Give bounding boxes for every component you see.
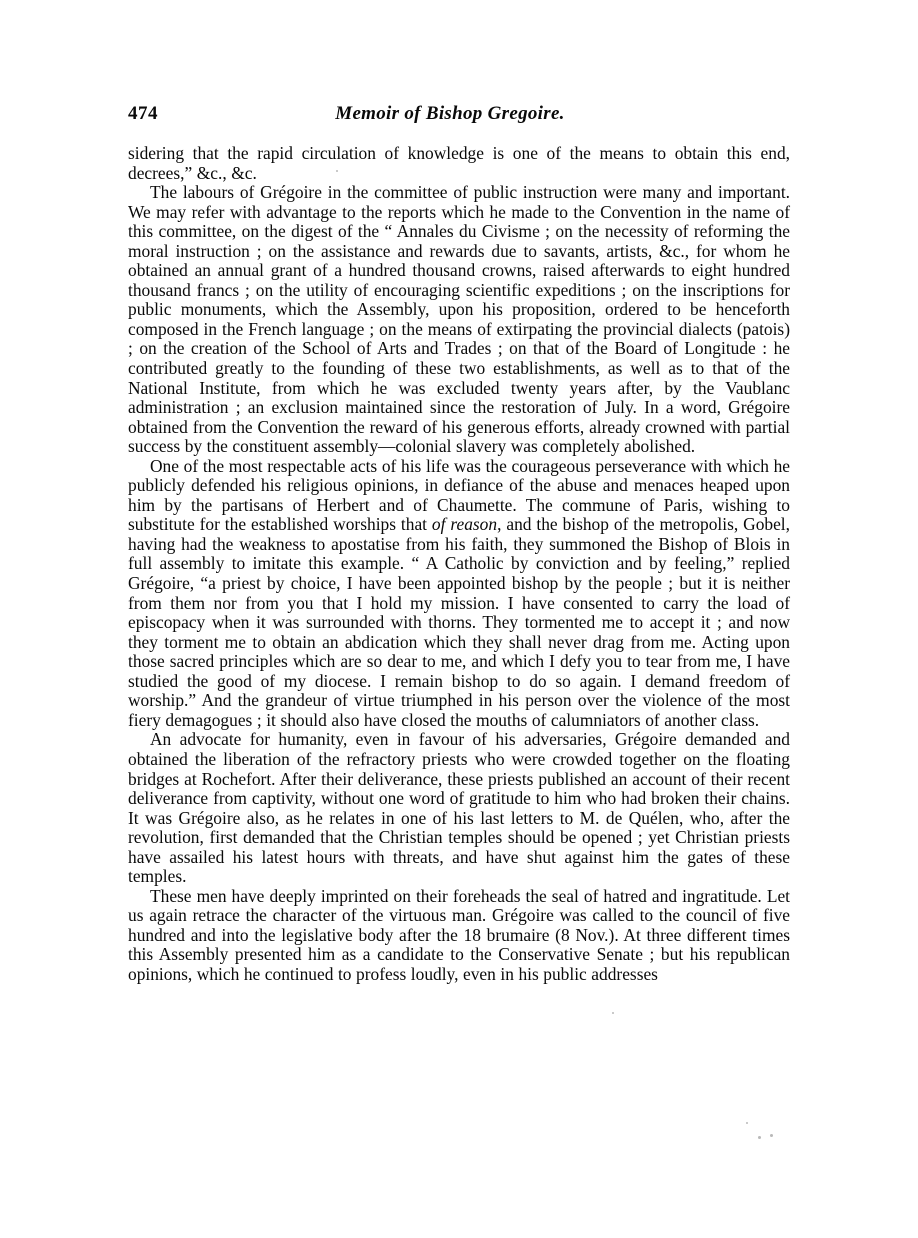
scan-speckle bbox=[612, 1012, 614, 1014]
paragraph-labours-committee: The labours of Grégoire in the committee of public instruction were many and important. We may refer with advantage to the reports which he made to the Convention in the name of this committee, on the digest of the “ Annales du Civisme ; on the necessity of reforming the moral instruction ; on the assistance and rewards due to savants, artists, &c., for whom he obtained an annual grant of a hundred thousand crowns, raised afterwards to eight hundred thousand francs ; on the utility of encouraging scientific expeditions ; on the inscriptions for public monuments, which the Assembly, upon his proposition, ordered to be henceforth composed in the French language ; on the means of extirpating the provincial dialects (patois) ; on the creation of the School of Arts and Trades ; on that of the Board of Longitude : he contributed greatly to the founding of these two establishments, as well as to that of the National Institute, from which he was excluded twenty years after, by the Vaublanc administration ; an exclusion maintained since the restoration of July. In a word, Grégoire obtained from the Convention the reward of his generous efforts, already crowned with partial success by the constituent assembly—colonial slavery was completely abolished. bbox=[128, 182, 790, 457]
paragraph-seal-of-hatred: These men have deeply imprinted on their foreheads the seal of hatred and ingratitude. Let us again retrace the character of the virtuous man. Grégoire was called to the council of five hundred and into the legislative body after the 18 brumaire (8 Nov.). At three different times this Assembly presented him as a candidate to the Conservative Senate ; but his republican opinions, which he continued to profess loudly, even in his public addresses bbox=[128, 885, 790, 984]
running-head bbox=[128, 104, 790, 128]
text-run-roman: One of the most respectable acts of his life was the courageous perseverance with which he publicly defended his religious opinions, in defiance of the abuse and menaces heaped upon him by the partisans of Herbert and of Chaumette. The commune of Paris, wishing to substitute for the established worships that bbox=[128, 455, 790, 535]
page-number: 474 bbox=[128, 103, 158, 124]
running-title: Memoir of Bishop Gregoire. bbox=[335, 103, 565, 124]
scan-speckle bbox=[746, 1122, 748, 1124]
paragraph-perseverance bbox=[128, 457, 790, 731]
text-run-italic: of reason bbox=[431, 514, 498, 535]
paragraph-advocate-humanity: An advocate for humanity, even in favour of his adversaries, Grégoire demanded and obtained the liberation of the refractory priests who were crowded together on the floating bridges at Rochefort. After their deliverance, these priests published an account of their recent deliverance from captivity, without one word of gratitude to him who had broken their chains. It was Grégoire also, as he relates in one of his last letters to M. de Quélen, who, after the revolution, first demanded that the Christian temples should be opened ; yet Christian priests have assailed his latest hours with threats, and have shut against him the gates of these temples. bbox=[128, 729, 790, 887]
scan-speckle bbox=[336, 170, 338, 172]
scan-speckle bbox=[758, 1136, 761, 1139]
paragraph-continuation: sidering that the rapid circulation of knowledge is one of the means to obtain this end, decrees,” &c., &c. bbox=[128, 143, 790, 183]
scan-speckle bbox=[770, 1134, 773, 1137]
text-run-roman: , and the bishop of the metropolis, Gobel, having had the weakness to apostatise from his faith, they summoned the Bishop of Blois in full assembly to imitate this example. “ A Catholic by conviction and by feeling,” replied Grégoire, “a priest by choice, I have been appointed bishop by the people ; but it is neither from them nor from you that I hold my mission. I have consented to carry the load of episcopacy when it was surrounded with thorns. They tormented me to accept it ; and now they torment me to obtain an abdication which they shall never drag from me. Acting upon those sacred principles which are so dear to me, and which I defy you to tear from me, I have studied the good of my diocese. I remain bishop to do so again. I demand freedom of worship.” And the grandeur of virtue triumphed in his person over the violence of the most fiery demagogues ; it should also have closed the mouths of calumniators of another class. bbox=[128, 514, 790, 730]
body-text-block bbox=[128, 144, 790, 985]
